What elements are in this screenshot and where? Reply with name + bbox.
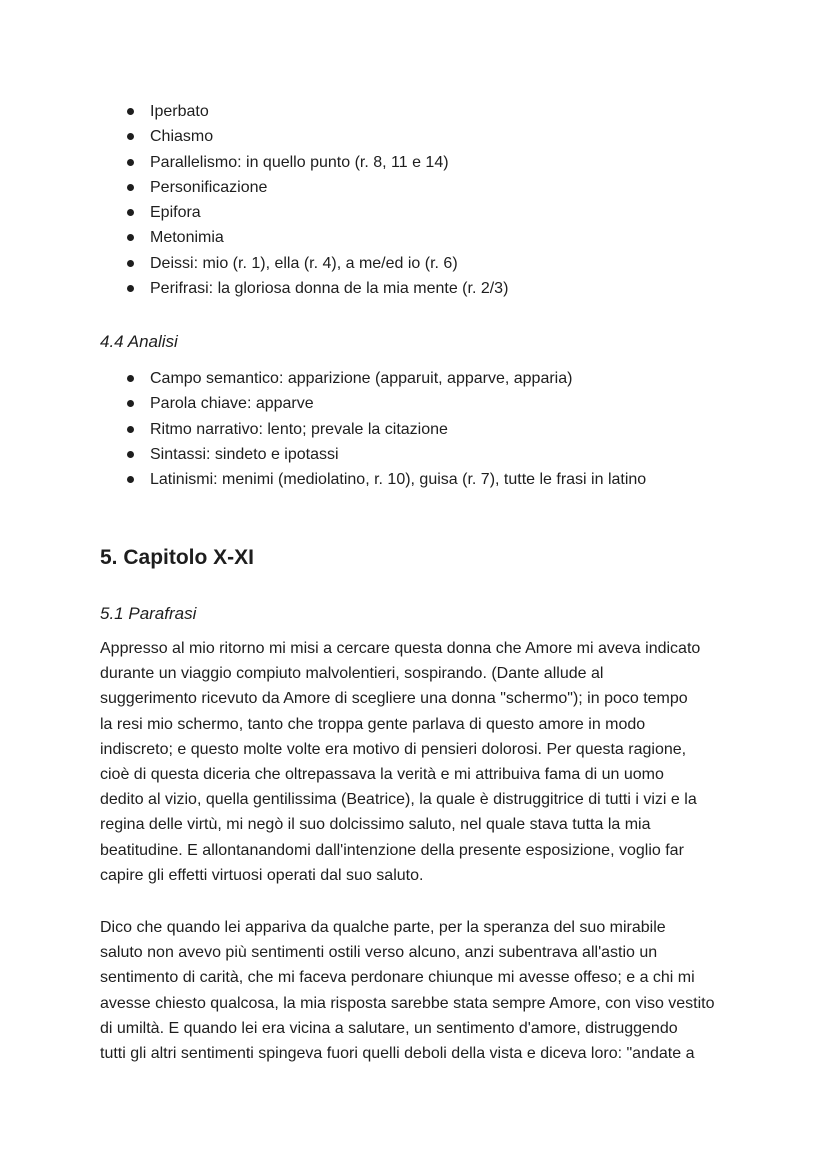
list-item: Chiasmo <box>100 124 508 149</box>
text-line: regina delle virtù, mi negò il suo dolcissimo saluto, nel quale stava tutta la mia <box>100 816 651 834</box>
section-subtitle-parafrasi: 5.1 Parafrasi <box>100 604 197 623</box>
list-item: Parola chiave: apparve <box>100 391 646 416</box>
chapter-title: 5. Capitolo X-XI <box>100 546 255 569</box>
bullet-icon <box>127 184 134 191</box>
list-item: Iperbato <box>100 99 508 124</box>
text-line: dedito al vizio, quella gentilissima (Beatrice), la quale è distruggitrice di tutti i vizi e la <box>100 791 697 809</box>
text-line: Dico che quando lei appariva da qualche parte, per la speranza del suo mirabile <box>100 919 666 936</box>
bullet-icon <box>127 426 134 433</box>
list-item: Personificazione <box>100 175 508 200</box>
list-item: Latinismi: menimi (mediolatino, r. 10), guisa (r. 7), tutte le frasi in latino <box>100 467 646 492</box>
bullet-icon <box>127 400 134 407</box>
text-line: la resi mio schermo, tanto che troppa gente parlava di questo amore in modo <box>100 715 646 733</box>
paragraph-2 <box>100 915 740 1066</box>
list-item: Sintassi: sindeto e ipotassi <box>100 442 646 467</box>
list-item: Parallelismo: in quello punto (r. 8, 11 e 14) <box>100 150 508 175</box>
text-line: Appresso al mio ritorno mi misi a cercare questa donna che Amore mi aveva indicato <box>100 640 701 657</box>
bullet-icon <box>127 285 134 292</box>
list-item: Campo semantico: apparizione (apparuit, apparve, apparia) <box>100 366 646 391</box>
bullet-icon <box>127 451 134 458</box>
bullet-icon <box>127 234 134 241</box>
list-item: Deissi: mio (r. 1), ella (r. 4), a me/ed io (r. 6) <box>100 251 508 276</box>
text-line: di umiltà. E quando lei era vicina a salutare, un sentimento d'amore, distruggendo <box>100 1019 678 1037</box>
bullet-icon <box>127 159 134 166</box>
text-line: saluto non avevo più sentimenti ostili verso alcuno, anzi subentrava all'astio un <box>100 944 658 962</box>
bullet-icon <box>127 209 134 216</box>
text-line: avesse chiesto qualcosa, la mia risposta sarebbe stata sempre Amore, con viso vestito <box>100 994 715 1012</box>
text-line: sentimento di carità, che mi faceva perdonare chiunque mi avesse offeso; e a chi mi <box>100 969 695 987</box>
bullet-icon <box>127 260 134 267</box>
figures-list <box>100 99 508 301</box>
list-item: Epifora <box>100 200 508 225</box>
section-subtitle-analisi: 4.4 Analisi <box>100 332 178 351</box>
text-line: durante un viaggio compiuto malvolentieri, sospirando. (Dante allude al <box>100 665 604 683</box>
list-item: Perifrasi: la gloriosa donna de la mia mente (r. 2/3) <box>100 276 508 301</box>
bullet-icon <box>127 476 134 483</box>
text-line: cioè di questa diceria che oltrepassava la verità e mi attribuiva fama di un uomo <box>100 766 664 784</box>
analisi-list <box>100 366 646 492</box>
text-line: beatitudine. E allontanandomi dall'intenzione della presente esposizione, voglio far <box>100 841 684 859</box>
text-line: indiscreto; e questo molte volte era motivo di pensieri dolorosi. Per questa ragione, <box>100 740 687 758</box>
bullet-icon <box>127 133 134 140</box>
bullet-icon <box>127 375 134 382</box>
list-item: Metonimia <box>100 225 508 250</box>
text-line: tutti gli altri sentimenti spingeva fuori quelli deboli della vista e diceva loro: "andate a <box>100 1045 695 1063</box>
paragraph-1 <box>100 636 740 888</box>
text-line: suggerimento ricevuto da Amore di scegliere una donna "schermo"); in poco tempo <box>100 690 688 708</box>
text-line: capire gli effetti virtuosi operati dal suo saluto. <box>100 866 424 884</box>
bullet-icon <box>127 108 134 115</box>
list-item: Ritmo narrativo: lento; prevale la citazione <box>100 417 646 442</box>
